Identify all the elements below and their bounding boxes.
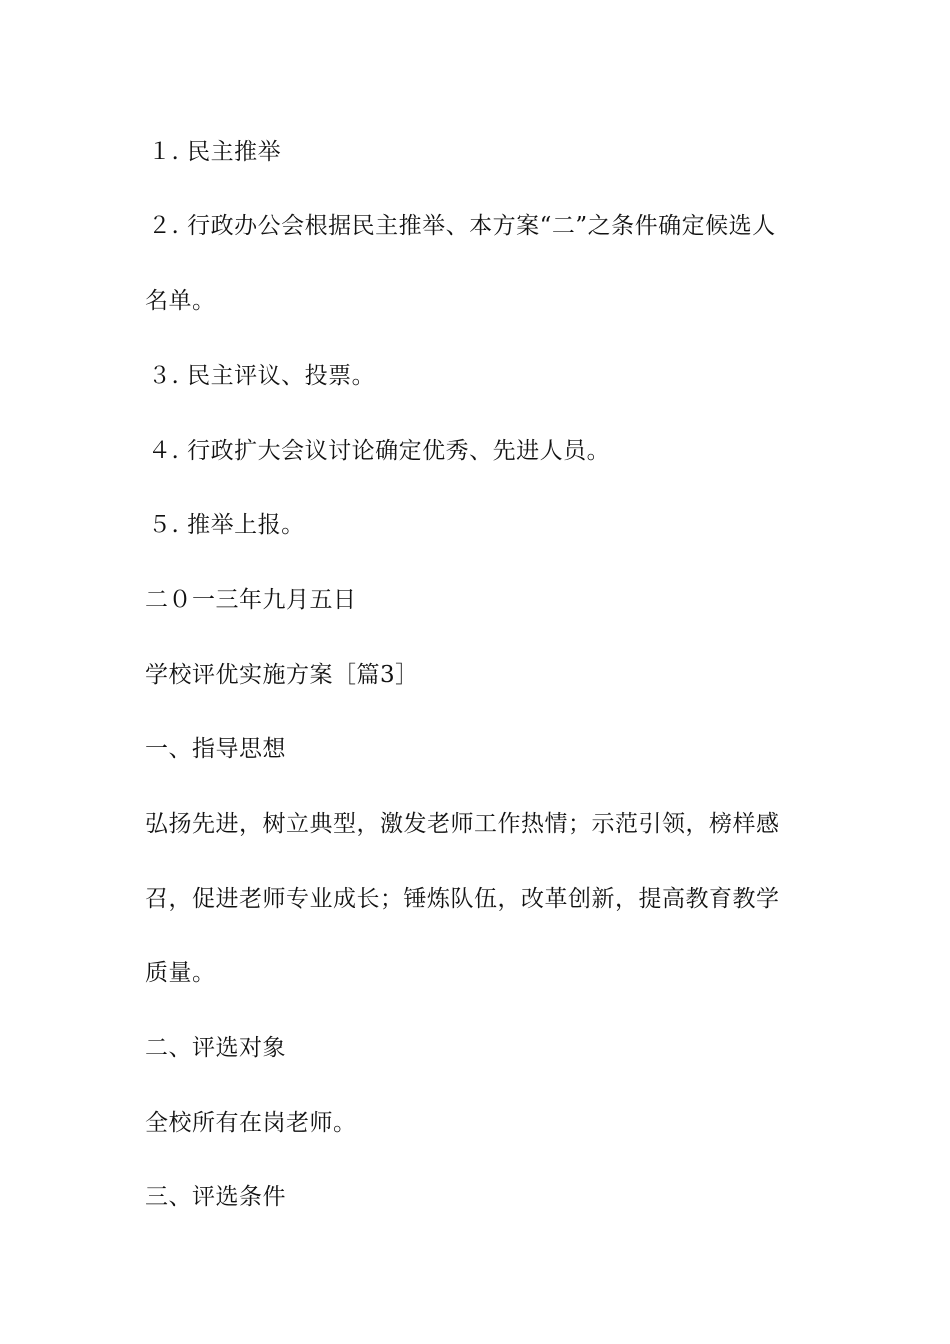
paragraph-2: 全校所有在岗老师。: [145, 1110, 357, 1136]
section-title: 学校评优实施方案［篇3］: [145, 662, 419, 688]
list-item-5: ５. 推举上报。: [148, 512, 305, 538]
list-item-4: ４. 行政扩大会议讨论确定优秀、先进人员。: [148, 438, 611, 464]
heading-selection-criteria: 三、评选条件: [145, 1184, 286, 1210]
heading-guiding-thought: 一、指导思想: [145, 736, 286, 762]
list-item-2-line-2: 名单。: [145, 288, 216, 314]
heading-selection-targets: 二、评选对象: [145, 1035, 286, 1061]
list-item-3: ３. 民主评议、投票。: [148, 363, 376, 389]
list-item-1: １. 民主推举: [148, 139, 282, 165]
list-item-2-line-1: ２. 行政办公会根据民主推举、本方案“二”之条件确定候选人: [148, 213, 776, 239]
paragraph-1-line-3: 质量。: [145, 960, 216, 986]
paragraph-1-line-1: 弘扬先进，树立典型，激发老师工作热情；示范引领，榜样感: [145, 811, 780, 837]
paragraph-1-line-2: 召，促进老师专业成长；锤炼队伍，改革创新，提高教育教学: [145, 886, 780, 912]
document-date: 二０一三年九月五日: [145, 587, 357, 613]
